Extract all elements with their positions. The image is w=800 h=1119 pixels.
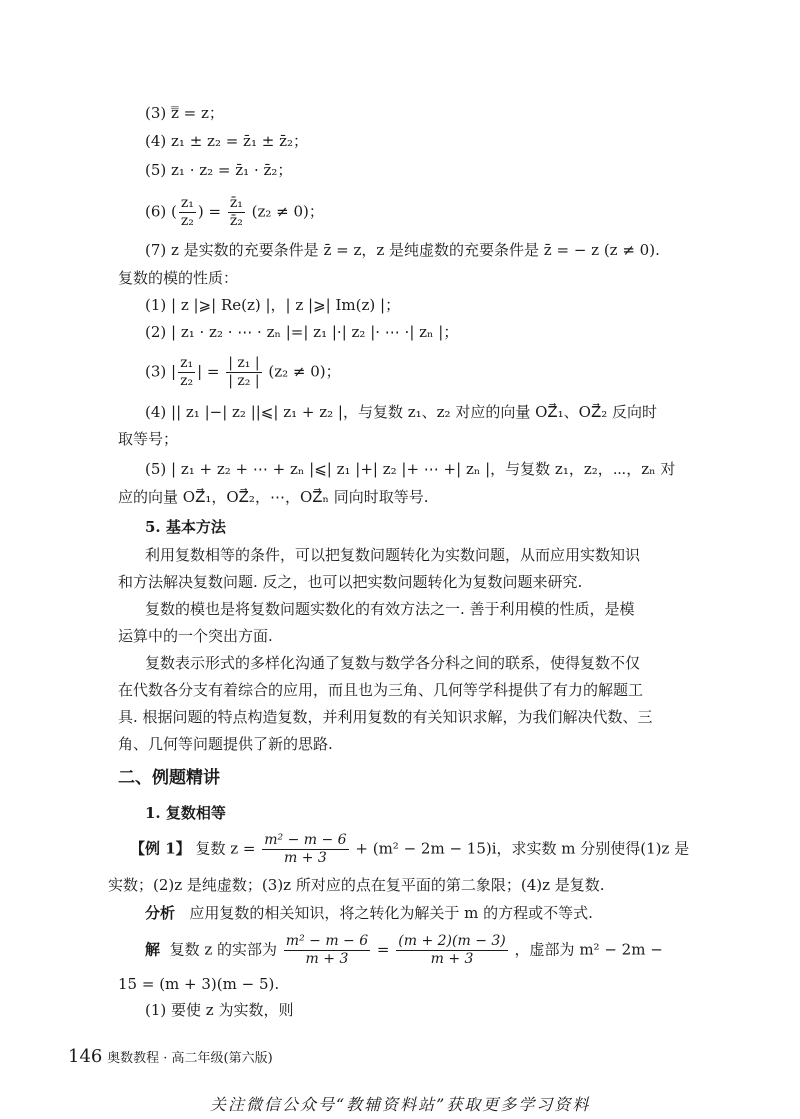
solution-line2: 15 = (m + 3)(m − 5). <box>118 975 280 993</box>
example1-line2: 实数；(2)z 是纯虚数；(3)z 所对应的点在复平面的第二象限；(4)z 是复数. <box>108 876 605 894</box>
example-text-b: + (m² − 2m − 15)i，求实数 m 分别使得(1)z 是 <box>355 839 690 858</box>
mod-prop-1: (1) | z |⩾| Re(z) |，| z |⩾| Im(z) |； <box>145 296 401 314</box>
methods-para3-line4: 角、几何等问题提供了新的思路. <box>118 735 333 753</box>
fraction-denominator: | z₂ | <box>228 373 260 389</box>
book-title: 奥数教程 · 高二年级(第六版) <box>107 1051 273 1066</box>
fraction-denominator: z₂ <box>180 373 194 389</box>
fraction-denominator: z̄₂ <box>229 213 243 229</box>
mod-prop-3-label: (3) <box>145 362 167 381</box>
conj-prop-6: (6) ( $\frac{\text{z₁}}{\text{z₂}}$ ) = $\frac{\text{z̄₁}}{\text{z̄₂}}$ (z₂ ≠ 0)； <box>145 195 324 229</box>
example-text-a: 复数 z = <box>195 839 256 858</box>
methods-para3-line1: 复数表示形式的多样化沟通了复数与数学各分科之间的联系，使得复数不仅 <box>145 654 641 672</box>
solution-line3: (1) 要使 z 为实数，则 <box>145 1001 294 1019</box>
fraction-numerator: (m + 2)(m − 3) <box>398 933 506 949</box>
mod-prop-4-line2: 取等号； <box>118 430 179 448</box>
modulus-props-title: 复数的模的性质： <box>118 269 239 287</box>
page-footer <box>68 1047 273 1069</box>
fraction-denominator: z₂ <box>180 213 194 229</box>
methods-para2-line2: 运算中的一个突出方面. <box>118 627 273 645</box>
fraction-numerator: m² − m − 6 <box>285 933 369 949</box>
solution-text-b: ，虚部为 m² − 2m − <box>514 940 663 959</box>
mod-prop-5-line1: (5) | z₁ + z₂ + ⋯ + zₙ |⩽| z₁ |+| z₂ |+ ⋯ +| zₙ |，与复数 z₁，z₂，⋯，zₙ 对 <box>145 460 676 478</box>
subsection-heading: 1. 复数相等 <box>145 804 226 822</box>
mod-prop-2: (2) | z₁ · z₂ · ⋯ · zₙ |=| z₁ |·| z₂ |· ⋯ ·| zₙ |； <box>145 323 459 341</box>
analysis-label: 分析 <box>145 904 176 922</box>
solution-line1 <box>145 933 663 968</box>
fraction-numerator: z̄₁ <box>229 195 243 211</box>
fraction-numerator: | z₁ | <box>228 355 260 371</box>
solution-fraction-1 <box>284 933 370 968</box>
example-label: 【例 1】 <box>130 839 191 858</box>
fraction-numerator: z₁ <box>180 355 194 371</box>
fraction-denominator: m + 3 <box>305 951 349 967</box>
solution-text-a: 复数 z 的实部为 <box>169 940 278 959</box>
fraction-denominator: m + 3 <box>430 951 474 967</box>
conj-prop-7: (7) z 是实数的充要条件是 z̄ = z，z 是纯虚数的充要条件是 z̄ = − z (z ≠ 0). <box>145 241 660 259</box>
conj-prop-6-lhs-fraction <box>179 195 196 230</box>
methods-para3-line3: 具. 根据问题的特点构造复数，并利用复数的有关知识求解，为我们解决代数、三 <box>118 708 653 726</box>
mod-prop-3: (3) | $\frac{\text{z₁}}{\text{z₂}}$ | = $\frac{\text{| z₁ |}}{\text{| z₂ |}}$ (z₂ ≠ 0)； <box>145 355 341 389</box>
mod-prop-3-condition: (z₂ ≠ 0)； <box>268 362 341 381</box>
solution-label: 解 <box>145 940 161 959</box>
mod-prop-3-rhs-fraction <box>226 355 261 390</box>
conj-prop-6-rhs-fraction <box>228 195 245 230</box>
fraction-numerator: z₁ <box>180 195 194 211</box>
mod-prop-5-line2: 应的向量 OZ⃗₁，OZ⃗₂，⋯，OZ⃗ₙ 同向时取等号. <box>118 488 429 506</box>
methods-heading: 5. 基本方法 <box>145 518 226 536</box>
solution-fraction-2 <box>396 933 507 968</box>
conj-prop-3: (3) z̿ = z； <box>145 104 224 122</box>
conj-prop-5: (5) z₁ · z₂ = z̄₁ · z̄₂； <box>145 161 293 179</box>
example-fraction <box>262 832 348 867</box>
mod-prop-4-line1: (4) || z₁ |−| z₂ ||⩽| z₁ + z₂ |，与复数 z₁、z₂ 对应的向量 OZ⃗₁、OZ⃗₂ 反向时 <box>145 403 658 421</box>
example1-line1 <box>130 832 689 867</box>
methods-para1-line1: 利用复数相等的条件，可以把复数问题转化为实数问题，从而应用实数知识 <box>145 546 641 564</box>
conj-prop-4: (4) z₁ ± z₂ = z̄₁ ± z̄₂； <box>145 132 308 150</box>
methods-para3-line2: 在代数各分支有着综合的应用，而且也为三角、几何等学科提供了有力的解题工 <box>118 681 644 699</box>
analysis-line <box>145 903 593 923</box>
analysis-text: 应用复数的相关知识，将之转化为解关于 m 的方程或不等式. <box>189 904 593 922</box>
fraction-denominator: m + 3 <box>284 850 327 866</box>
section-title: 二、例题精讲 <box>118 768 220 788</box>
methods-para1-line2: 和方法解决复数问题. 反之，也可以把实数问题转化为复数问题来研究. <box>118 573 583 591</box>
page-number: 146 <box>68 1046 103 1067</box>
solution-equals: = <box>376 940 390 959</box>
fraction-numerator: m² − m − 6 <box>264 832 347 848</box>
conj-prop-6-label: (6) <box>145 202 167 221</box>
watermark-text: 关注微信公众号“教辅资料站”获取更多学习资料 <box>210 1095 591 1114</box>
methods-para2-line1: 复数的模也是将复数问题实数化的有效方法之一. 善于利用模的性质，是模 <box>145 600 635 618</box>
conj-prop-6-condition: (z₂ ≠ 0)； <box>251 202 324 221</box>
mod-prop-3-lhs-fraction <box>178 355 195 390</box>
